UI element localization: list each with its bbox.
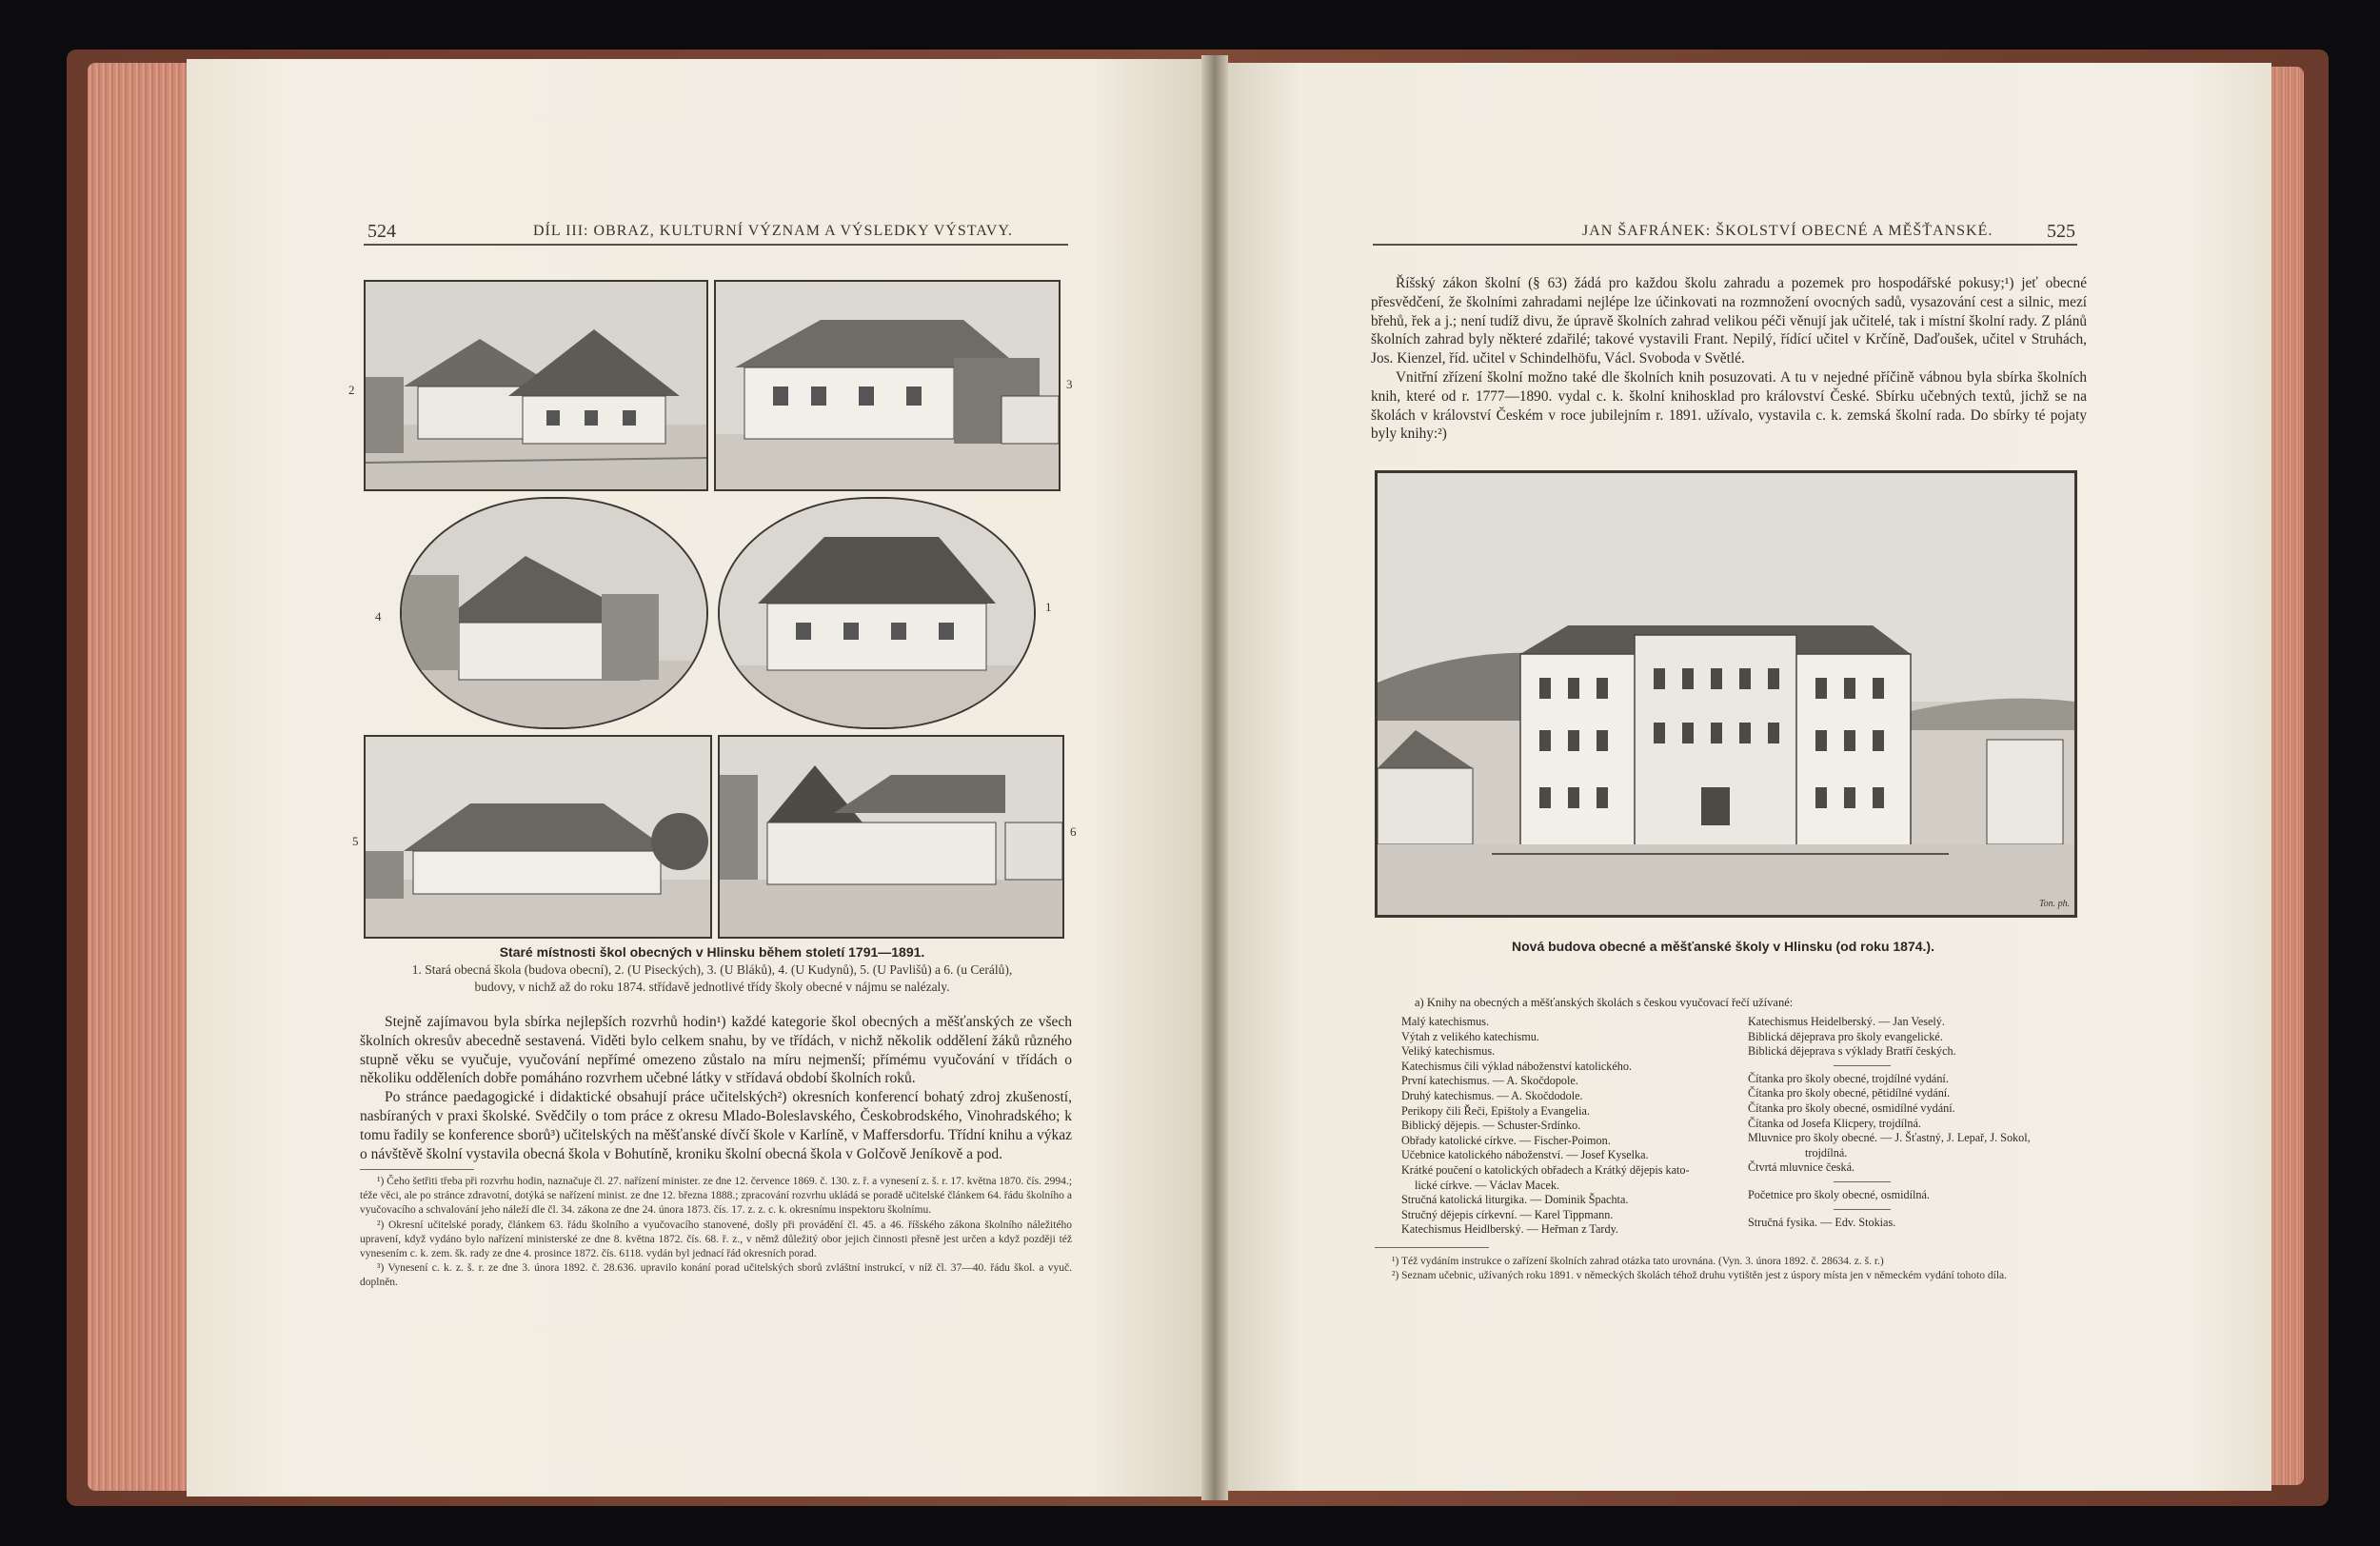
page-edges-left bbox=[88, 63, 192, 1491]
book-list-column-2 bbox=[1748, 1015, 2062, 1230]
image-caption: Nová budova obecné a měšťanské školy v Hlinsku (od roku 1874.). bbox=[1512, 939, 1934, 954]
list-item: Učebnice katolického náboženství. — Josef Kyselka. bbox=[1401, 1148, 1649, 1162]
list-item: Krátké poučení o katolických obřadech a Krátký dějepis kato- bbox=[1401, 1162, 1690, 1177]
paragraph: Po stránce paedagogické i didaktické obsahují práce učitelských²) okresních konferencí bohatý zdroj zkušeností, nasbíraných v praxi školské. Svědčily o tom práce z okresu Mlado-Boleslavského, Českobrodského, Vinohradského; k tomu řadily se konference sborů³) učitelských na měšťanské dívčí škole v Karlíně, v Maffersdorfu. Třídní knihu a výkaz o návštěvě školní vystavila obecná škola v Bohutíně, kroniku školní obecná škola v Golčově Jeníkově a pod. bbox=[360, 1089, 1072, 1162]
figure-school-5 bbox=[364, 735, 712, 939]
figure-school-1 bbox=[718, 497, 1036, 729]
footnote: ²) Seznam učebnic, užívaných roku 1891. v německých školách téhož druhu vytištěn jest z úspory místa jen v německém vydání tohoto díla. bbox=[1392, 1270, 2007, 1282]
figure-new-school-building bbox=[1375, 470, 2077, 918]
figure-label-5: 5 bbox=[352, 834, 359, 848]
figure-school-6 bbox=[718, 735, 1064, 939]
list-item: Katechismus Heidelberský. — Jan Veselý. bbox=[1748, 1015, 1945, 1028]
right-body-text bbox=[1371, 274, 2087, 444]
paragraph: Stejně zajímavou byla sbírka nejlepších rozvrhů hodin¹) každé kategorie škol obecných a měšťanských ze všech školních okresův abecedně sestavená. Viděti bylo celkem snahu, by ve třídách, v nichž několik oddělení žáků různého stupně věku se vyučuje, vyučování nepřímé omezeno zůstalo na míru nejmenší; přímému vyučování v třídách o několiku odděleních dobře pomáháno rozvrhem učebné látky v střídavá období školních roků. bbox=[360, 1014, 1072, 1087]
footnote: ¹) Čeho šetřiti třeba při rozvrhu hodin, naznačuje čl. 27. nařízení minister. ze dne 12. července 1869. č. 130. z. ř. a vynesení z. š. r. 17. května 1870. čís. 2994.; téže věci, ale po stránce zdravotní, dotýká se nařízení minist. ze dne 12. března 1888.; zpracování rozvrhu ukládá se poradě učitelské článkem 64. řádu školního a vyučovacího a schvalování jeho náleží dle čl. 34. zákona ze dne 24. února 1873. čís. 17. z. z. c. k. okresnímu inspektoru školnímu. bbox=[360, 1176, 1072, 1217]
list-separator bbox=[1834, 1209, 1891, 1210]
left-header-rule bbox=[364, 244, 1068, 246]
footnote: ²) Okresní učitelské porady, článkem 63. řádu školního a vyučovacího stanovené, došly při provádění čl. 45. a 46. říšského zákona školního náležitého upravení, když vydáno bylo nařízení ministerské ze dne 8. května 1872. čís. 68. ř. z., v němž důležitý obor jejich činnosti přesně jest určen a když později též vynesením c. k. zem. šk. rady ze dne 4. prosince 1872. čís. 6118. vydán byl jednací řád okresních porad. bbox=[360, 1219, 1072, 1260]
list-item: První katechismus. — A. Skočdopole. bbox=[1401, 1074, 1578, 1088]
list-item: lické církve. — Václav Macek. bbox=[1415, 1178, 1560, 1192]
figure-label-4: 4 bbox=[375, 609, 382, 624]
list-item: Perikopy čili Řeči, Epištoly a Evangelia. bbox=[1401, 1103, 1590, 1118]
list-item: Biblická dějeprava pro školy evangelické. bbox=[1748, 1029, 1943, 1043]
left-running-head: DÍL III: OBRAZ, KULTURNÍ VÝZNAM A VÝSLEDKY VÝSTAVY. bbox=[533, 223, 1013, 239]
list-item: Druhý katechismus. — A. Skočdodole. bbox=[1401, 1088, 1583, 1102]
left-page-number: 524 bbox=[367, 221, 396, 242]
list-item: Biblická dějeprava s výklady Bratří českých. bbox=[1748, 1044, 1956, 1059]
caption-line-1: 1. Stará obecná škola (budova obecní), 2. (U Piseckých), 3. (U Bláků), 4. (U Kudynů), 5. (U Pavlišů) a 6. (u Cerálů), bbox=[411, 962, 1013, 977]
right-footnotes bbox=[1375, 1255, 2087, 1283]
left-body-text bbox=[360, 1013, 1072, 1163]
left-footnotes bbox=[360, 1175, 1072, 1291]
figure-label-1: 1 bbox=[1045, 600, 1052, 614]
list-item: Malý katechismus. bbox=[1401, 1015, 1490, 1028]
right-page-number: 525 bbox=[2047, 221, 2075, 242]
book-list-column-1 bbox=[1401, 1015, 1763, 1238]
footnote: ³) Vynesení c. k. z. š. r. ze dne 3. února 1892. č. 28.636. upravilo konání porad učitelských sborů zvláštní instrukcí, v níž čl. 37—40. řádu škol. a vyuč. doplněn. bbox=[360, 1262, 1072, 1289]
paragraph: Říšský zákon školní (§ 63) žádá pro každou školu zahradu a pozemek pro hospodářské pokusy;¹) jeť obecné přesvědčení, že školními zahradami nejlépe lze účinkovati na rozmnožení ovocných sadů, vysazování cest a silnic, mezí břehů, řek a j.; není tudíž divu, že úpravě školních zahrad velikou péči věnují jak učitelé, tak i místní školní rady. Z plánů školních zahrad byly některé zdařilé; takové vystavili Frant. Nepilý, řídící učitel v Krčíně, Daďoušek, učitel v Struhách, Jos. Kienzel, říd. učitel v Schindelhöfu, Václ. Svoboda v Světlé. bbox=[1371, 275, 2087, 367]
list-item: Stručný dějepis církevní. — Karel Tippmann. bbox=[1401, 1207, 1614, 1221]
list-item: Čítanka pro školy obecné, pětidílné vydání. bbox=[1748, 1086, 1951, 1100]
left-footnote-rule bbox=[360, 1169, 474, 1170]
list-item: Biblický dějepis. — Schuster-Srdínko. bbox=[1401, 1119, 1581, 1133]
list-item: Katechismus Heidlberský. — Heřman z Tardy. bbox=[1401, 1222, 1618, 1237]
list-item: Stručná katolická liturgika. — Dominik Špachta. bbox=[1401, 1193, 1629, 1207]
list-item: Výtah z velikého katechismu. bbox=[1401, 1029, 1539, 1043]
figure-caption-title: Staré místnosti škol obecných v Hlinsku během století 1791—1891. bbox=[499, 944, 925, 960]
book-gutter bbox=[1201, 55, 1228, 1500]
caption-line-2: budovy, v nichž až do roku 1874. střídavě jednotlivé třídy školy obecné v nájmu se nalézaly. bbox=[474, 980, 950, 994]
list-item: Čítanka pro školy obecné, trojdílné vydání. bbox=[1748, 1071, 1949, 1085]
list-item: Mluvnice pro školy obecné. — J. Šťastný, J. Lepař, J. Sokol, bbox=[1748, 1131, 2031, 1145]
list-item: Čítanka od Josefa Klicpery, trojdílná. bbox=[1748, 1116, 1921, 1130]
figure-label-6: 6 bbox=[1070, 824, 1077, 839]
footnote: ¹) Též vydáním instrukce o zařízení školních zahrad otázka tato urovnána. (Vyn. 3. února 1892. č. 28634. z. š. r.) bbox=[1392, 1256, 1884, 1267]
list-item: Veliký katechismus. bbox=[1401, 1044, 1496, 1059]
list-item: Početnice pro školy obecné, osmidílná. bbox=[1748, 1187, 1930, 1201]
list-item: Čtvrtá mluvnice česká. bbox=[1748, 1160, 1855, 1175]
figure-label-3: 3 bbox=[1066, 377, 1073, 391]
right-footnote-rule bbox=[1375, 1247, 1489, 1248]
figure-school-3 bbox=[714, 280, 1061, 491]
figure-school-2 bbox=[364, 280, 708, 491]
image-signature: Ton. ph. bbox=[2039, 899, 2071, 909]
figure-school-4 bbox=[400, 497, 708, 729]
list-separator bbox=[1834, 1181, 1891, 1182]
list-separator bbox=[1834, 1065, 1891, 1066]
right-header-rule bbox=[1373, 244, 2077, 246]
book-list-heading: a) Knihy na obecných a měšťanských školách s českou vyučovací řečí užívané: bbox=[1415, 996, 1794, 1009]
figure-label-2: 2 bbox=[348, 383, 355, 397]
list-item: Katechismus čili výklad náboženství katolického. bbox=[1401, 1059, 1632, 1073]
paragraph: Vnitřní zřízení školní možno také dle školních knih posuzovati. A tu v nejedné příčině vábnou byla sbírka školních knih, které od r. 1777—1890. vydal c. k. školní knihosklad pro království České. Sbírku učebných textů, jichž se na školách v království Českém v roce jubilejním r. 1891. užívalo, vystavila c. k. zemská školní rada. Do sbírky té pojaty byly knihy:²) bbox=[1371, 368, 2087, 443]
list-item: trojdílná. bbox=[1805, 1145, 1848, 1160]
list-item: Obřady katolické církve. — Fischer-Poimon. bbox=[1401, 1133, 1611, 1147]
list-item: Stručná fysika. — Edv. Stokias. bbox=[1748, 1215, 1896, 1229]
figure-caption-text bbox=[364, 961, 1061, 996]
right-running-head: JAN ŠAFRÁNEK: ŠKOLSTVÍ OBECNÉ A MĚŠŤANSKÉ. bbox=[1582, 223, 1993, 239]
list-item: Čítanka pro školy obecné, osmidílné vydání. bbox=[1748, 1100, 1955, 1115]
